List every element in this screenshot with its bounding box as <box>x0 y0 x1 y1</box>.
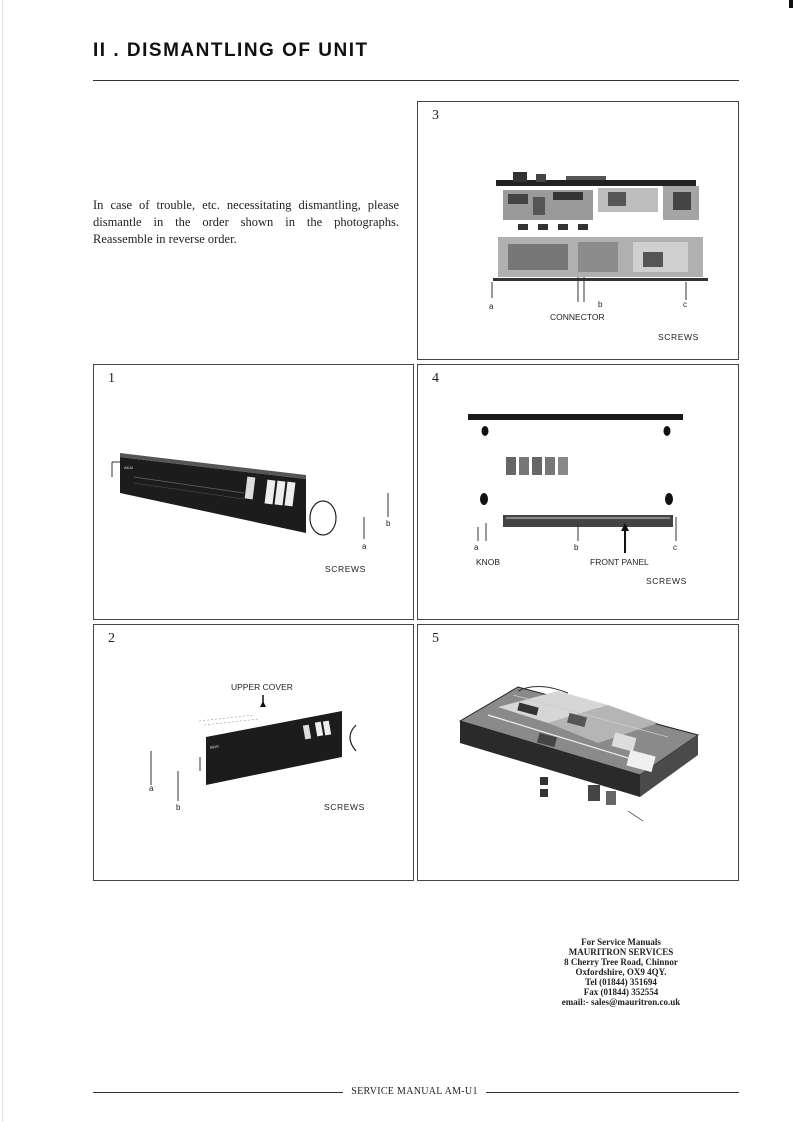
label-screws: SCREWS <box>324 802 365 812</box>
label-c: c <box>683 300 687 309</box>
label-a: a <box>362 542 367 551</box>
photo-internal-chassis-top <box>418 102 740 361</box>
label-c: c <box>673 543 677 552</box>
photo-panel-4 <box>417 364 739 620</box>
svg-text:AKAI: AKAI <box>124 465 134 470</box>
service-line: 8 Cherry Tree Road, Chinnor <box>564 957 678 967</box>
photo-front-panel-removal <box>418 365 740 621</box>
scan-corner-mark <box>789 0 793 8</box>
panel-number: 1 <box>108 371 115 386</box>
service-line: Oxfordshire, OX9 4QY. <box>575 967 667 977</box>
label-knob: KNOB <box>476 557 501 567</box>
photo-panel-3 <box>417 101 739 360</box>
label-a: a <box>489 302 494 311</box>
label-screws: SCREWS <box>658 332 699 342</box>
service-line: For Service Manuals <box>581 937 661 947</box>
label-b: b <box>176 803 181 812</box>
label-front-panel: FRONT PANEL <box>590 557 649 567</box>
label-screws: SCREWS <box>646 576 687 586</box>
heading-rule <box>93 80 739 81</box>
service-line: Fax (01844) 352554 <box>583 987 659 997</box>
footer-rule-right <box>486 1092 739 1093</box>
intro-paragraph: In case of trouble, etc. necessitating dismantling, please dismantle in the order shown in the photographs. Reassemble in reverse order. <box>93 198 399 246</box>
photo-panel-5 <box>417 624 739 881</box>
panel-number: 2 <box>108 631 115 646</box>
label-a: a <box>149 784 154 793</box>
footer-label: SERVICE MANUAL AM-U1 <box>351 1086 478 1097</box>
scan-edge <box>2 0 3 1122</box>
label-b: b <box>574 543 579 552</box>
photo-front-view-unit <box>94 365 415 621</box>
service-line: email:- sales@mauritron.co.uk <box>561 997 681 1007</box>
section-heading: II . DISMANTLING OF UNIT <box>93 40 369 61</box>
label-screws: SCREWS <box>325 564 366 574</box>
photo-upper-cover-removal <box>94 625 415 882</box>
service-line: MAURITRON SERVICES <box>568 947 674 957</box>
photo-chassis-interior-oblique <box>418 625 740 882</box>
photo-panel-1 <box>93 364 414 620</box>
panel-number: 5 <box>432 631 439 646</box>
label-a: a <box>474 543 479 552</box>
label-connector: CONNECTOR <box>550 312 605 322</box>
service-contact-block <box>546 937 696 1007</box>
footer-rule-left <box>93 1092 343 1093</box>
label-b: b <box>386 519 391 528</box>
svg-text:AKAI: AKAI <box>209 743 220 750</box>
panel-number: 3 <box>432 108 439 123</box>
label-b: b <box>598 300 603 309</box>
service-line: Tel (01844) 351694 <box>585 977 657 987</box>
panel-number: 4 <box>432 371 439 386</box>
photo-panel-2 <box>93 624 414 881</box>
label-upper-cover: UPPER COVER <box>231 682 293 692</box>
